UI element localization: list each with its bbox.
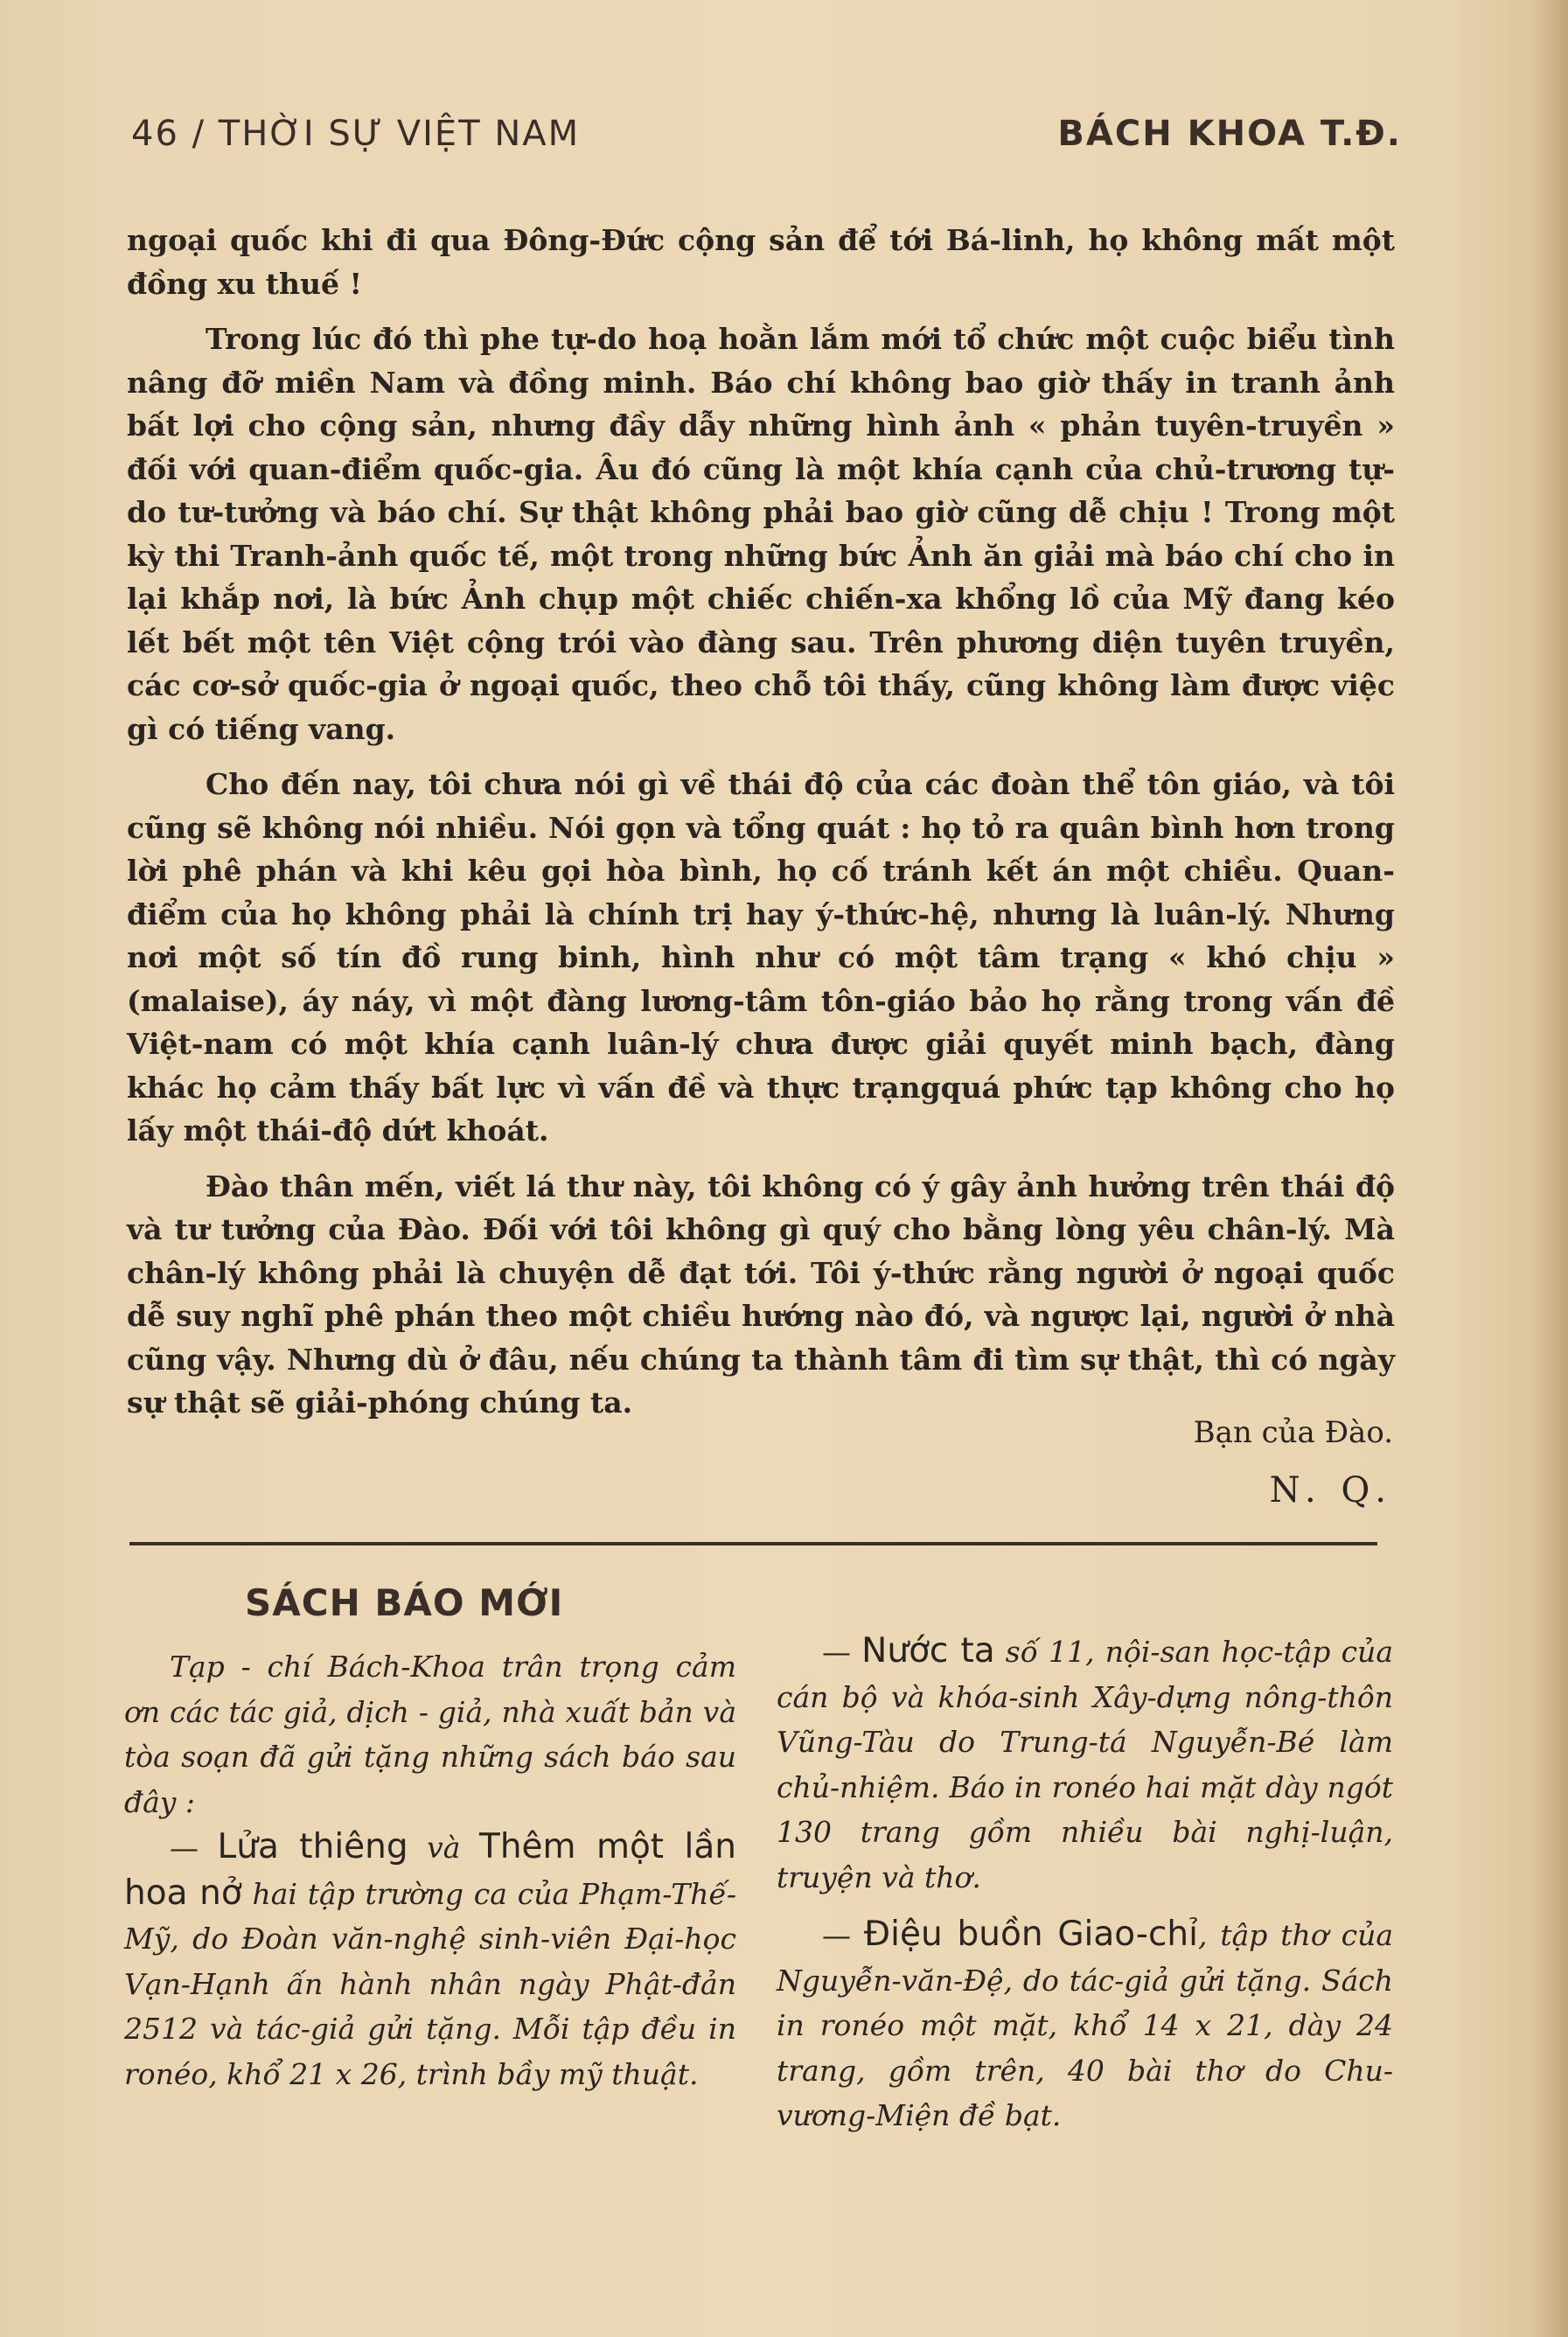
book-title: Điệu buồn Giao-chỉ bbox=[863, 1915, 1198, 1954]
book-description: , tập thơ của Nguyễn-văn-Đệ, do tác-giả gửi tặng. Sách in ronéo một mặt, khổ 14 x 21, dày 24 trang, gồm trên, 40 bài thơ do Chu-vương-Miện đề bạt. bbox=[777, 1918, 1393, 2132]
entry-dash: — bbox=[170, 1831, 218, 1865]
letter-paragraph: Đào thân mến, viết lá thư này, tôi không có ý gây ảnh hưởng trên thái độ và tư tưởng của Đào. Đối với tôi không gì quý cho bằng lòng yêu chân-lý. Mà chân-lý không phải là chuyện dễ đạt tới. Tôi ý-thức rằng người ở ngoại quốc dễ suy nghĩ phê phán theo một chiều hướng nào đó, và ngược lại, người ở nhà cũng vậy. Nhưng dù ở đâu, nếu chúng ta thành tâm đi tìm sự thật, thì có ngày sự thật sẽ giải-phóng chúng ta. bbox=[127, 1168, 1395, 1420]
letter-paragraph: ngoại quốc khi đi qua Đông-Đức cộng sản để tới Bá-linh, họ không mất một đồng xu thuế ! bbox=[127, 223, 1395, 301]
book-entry bbox=[777, 1629, 1393, 1900]
section-divider bbox=[129, 1542, 1377, 1545]
header-right: BÁCH KHOA T.Đ. bbox=[1057, 114, 1402, 154]
books-right-column bbox=[777, 1629, 1393, 2138]
entry-dash: — bbox=[822, 1635, 862, 1669]
page-edge-shadow bbox=[1533, 0, 1568, 2337]
book-title: Lửa thiêng bbox=[217, 1827, 408, 1866]
author-initials: N. Q. bbox=[1269, 1470, 1393, 1510]
running-header bbox=[131, 114, 1402, 166]
letter-body bbox=[127, 219, 1395, 1437]
books-left-column bbox=[124, 1644, 736, 2096]
book-title: Nước ta bbox=[861, 1631, 995, 1671]
book-description: hai tập trường ca của Phạm-Thế-Mỹ, do Đoàn văn-nghệ sinh-viên Đại-học Vạn-Hạnh ấn hành nhân ngày Phật-đản 2512 và tác-giả gửi tặng. Mỗi tập đều in ronéo, khổ 21 x 26, trình bầy mỹ thuật. bbox=[124, 1876, 736, 2091]
entry-dash: — bbox=[822, 1918, 864, 1952]
section-title: SÁCH BÁO MỚI bbox=[245, 1581, 564, 1624]
letter-signature bbox=[1194, 1404, 1393, 1519]
book-title: Thêm một lần hoa nở bbox=[124, 1827, 736, 1913]
letter-paragraph: Cho đến nay, tôi chưa nói gì về thái độ của các đoàn thể tôn giáo, và tôi cũng sẽ không nói nhiều. Nói gọn và tổng quát : họ tỏ ra quân bình hơn trong lời phê phán và khi kêu gọi hòa bình, họ cố tránh kết án một chiều. Quan-điểm của họ không phải là chính trị hay ý-thức-hệ, nhưng là luân-lý. Nhưng nơi một số tín đồ rung binh, hình như có một tâm trạng « khó chịu » (malaise), áy náy, vì một đàng lương-tâm tôn-giáo bảo họ rằng trong vấn đề Việt-nam có một khía cạnh luân-lý chưa được giải quyết minh bạch, đàng khác họ cảm thấy bất lực vì vấn đề và thực trạngquá phức tạp không cho họ lấy một thái-độ dứt khoát. bbox=[127, 767, 1395, 1148]
header-left: 46 / THỜI SỰ VIỆT NAM bbox=[131, 114, 581, 154]
book-conjunction: và bbox=[408, 1831, 479, 1865]
signoff-text: Bạn của Đào. bbox=[1193, 1415, 1393, 1450]
book-entry bbox=[777, 1912, 1393, 2138]
letter-paragraph: Trong lúc đó thì phe tự-do hoạ hoằn lắm mới tổ chức một cuộc biểu tình nâng đỡ miền Nam và đồng minh. Báo chí không bao giờ thấy in tranh ảnh bất lợi cho cộng sản, nhưng đầy dẫy những hình ảnh « phản tuyên-truyền » đối với quan-điểm quốc-gia. Âu đó cũng là một khía cạnh của chủ-trương tự-do tư-tưởng và báo chí. Sự thật không phải bao giờ cũng dễ chịu ! Trong một kỳ thi Tranh-ảnh quốc tế, một trong những bức Ảnh ăn giải mà báo chí cho in lại khắp nơi, là bức Ảnh chụp một chiếc chiến-xa khổng lồ của Mỹ đang kéo lết bết một tên Việt cộng trói vào đàng sau. Trên phương diện tuyên truyền, các cơ-sở quốc-gia ở ngoại quốc, theo chỗ tôi thấy, cũng không làm được việc gì có tiếng vang. bbox=[127, 322, 1395, 746]
book-entry bbox=[124, 1824, 736, 2096]
books-intro: Tạp - chí Bách-Khoa trân trọng cảm ơn các tác giả, dịch - giả, nhà xuất bản và tòa soạn đã gửi tặng những sách báo sau đây : bbox=[124, 1650, 736, 1819]
book-description: số 11, nội-san học-tập của cán bộ và khóa-sinh Xây-dựng nông-thôn Vũng-Tàu do Trung-tá Nguyễn-Bé làm chủ-nhiệm. Báo in ronéo hai mặt dày ngót 130 trang gồm nhiều bài nghị-luận, truyện và thơ. bbox=[777, 1635, 1393, 1894]
